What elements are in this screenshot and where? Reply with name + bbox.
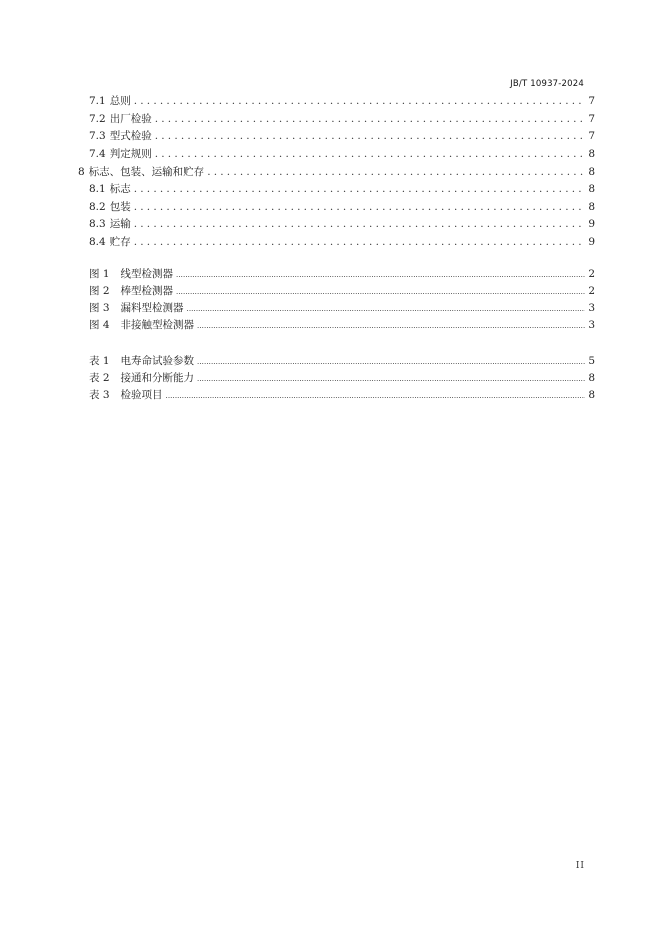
toc-entry-title: 型式检验 [109, 130, 152, 142]
figure-leader-dots [176, 269, 585, 282]
standard-code: JB/T 10937-2024 [510, 79, 584, 89]
toc-leader-dots [134, 201, 586, 214]
table-entry-number: 表 2 [89, 372, 110, 384]
figure-entry-page: 2 [588, 268, 595, 280]
toc-leader-dots [207, 166, 585, 179]
toc-leader-dots [134, 218, 586, 231]
toc-entry-7-4[interactable] [89, 148, 595, 161]
figure-entry-title: 棒型检测器 [120, 285, 174, 297]
toc-leader-dots [134, 95, 586, 108]
figure-leader-dots [187, 303, 586, 316]
figure-entry-number: 图 3 [89, 302, 110, 314]
toc-entry-page: 7 [588, 130, 595, 142]
toc-entry-page: 8 [588, 183, 595, 195]
toc-entry-title: 标志 [109, 183, 131, 195]
toc-entry-number: 8.2 [89, 201, 106, 213]
toc-entry-number: 7.3 [89, 130, 106, 142]
figure-leader-dots [197, 320, 585, 333]
toc-entry-7-1[interactable] [89, 95, 595, 108]
toc-entry-title: 出厂检验 [109, 113, 152, 125]
toc-entry-title: 总则 [109, 95, 131, 107]
toc-entry-number: 7.2 [89, 113, 106, 125]
figure-entry-3[interactable] [89, 302, 595, 316]
toc-entry-7-3[interactable] [89, 130, 595, 143]
table-entry-page: 8 [588, 389, 595, 401]
toc-entry-page: 7 [588, 113, 595, 125]
table-entry-2[interactable] [89, 372, 595, 386]
figure-entry-title: 线型检测器 [120, 268, 174, 280]
toc-entry-8-4[interactable] [89, 236, 595, 249]
toc-entry-8-3[interactable] [89, 218, 595, 231]
figure-entry-1[interactable] [89, 268, 595, 282]
figure-entry-4[interactable] [89, 319, 595, 333]
toc-entry-number: 8.4 [89, 236, 106, 248]
table-entry-number: 表 3 [89, 389, 110, 401]
toc-leader-dots [134, 236, 586, 249]
toc-leader-dots [155, 130, 586, 143]
figure-entry-page: 3 [588, 319, 595, 331]
toc-entry-page: 8 [588, 148, 595, 160]
figure-entry-2[interactable] [89, 285, 595, 299]
toc-entry-page: 8 [588, 201, 595, 213]
toc-entry-title: 运输 [109, 218, 131, 230]
figure-entry-page: 2 [588, 285, 595, 297]
toc-entry-8[interactable] [78, 166, 595, 179]
figure-entry-number: 图 1 [89, 268, 110, 280]
figure-entry-number: 图 4 [89, 319, 110, 331]
toc-entry-page: 9 [588, 236, 595, 248]
toc-entry-number: 8 [78, 166, 85, 178]
toc-entry-page: 9 [588, 218, 595, 230]
table-leader-dots [166, 390, 586, 403]
table-entry-number: 表 1 [89, 355, 110, 367]
toc-entry-8-1[interactable] [89, 183, 595, 196]
toc-entry-number: 8.3 [89, 218, 106, 230]
figure-entry-number: 图 2 [89, 285, 110, 297]
toc-entry-title: 包装 [109, 201, 131, 213]
table-entry-page: 5 [588, 355, 595, 367]
toc-entry-7-2[interactable] [89, 113, 595, 126]
figure-entry-title: 非接触型检测器 [120, 319, 195, 331]
toc-entry-page: 8 [588, 166, 595, 178]
toc-entry-number: 7.1 [89, 95, 106, 107]
toc-entry-page: 7 [588, 95, 595, 107]
toc-entry-title: 判定规则 [109, 148, 152, 160]
figure-entry-page: 3 [588, 302, 595, 314]
toc-entry-number: 8.1 [89, 183, 106, 195]
table-entry-1[interactable] [89, 355, 595, 369]
toc-leader-dots [155, 113, 586, 126]
table-entry-title: 检验项目 [120, 389, 163, 401]
table-entry-title: 接通和分断能力 [120, 372, 195, 384]
toc-entry-title: 标志、包装、运输和贮存 [88, 166, 205, 178]
table-leader-dots [197, 373, 585, 386]
toc-leader-dots [134, 183, 586, 196]
table-entry-page: 8 [588, 372, 595, 384]
toc-leader-dots [155, 148, 586, 161]
figure-leader-dots [176, 286, 585, 299]
toc-entry-number: 7.4 [89, 148, 106, 160]
table-entry-3[interactable] [89, 389, 595, 403]
table-entry-title: 电寿命试验参数 [120, 355, 195, 367]
figure-entry-title: 漏料型检测器 [120, 302, 184, 314]
toc-entry-8-2[interactable] [89, 201, 595, 214]
page-number: II [575, 861, 585, 871]
table-leader-dots [197, 356, 585, 369]
toc-entry-title: 贮存 [109, 236, 131, 248]
